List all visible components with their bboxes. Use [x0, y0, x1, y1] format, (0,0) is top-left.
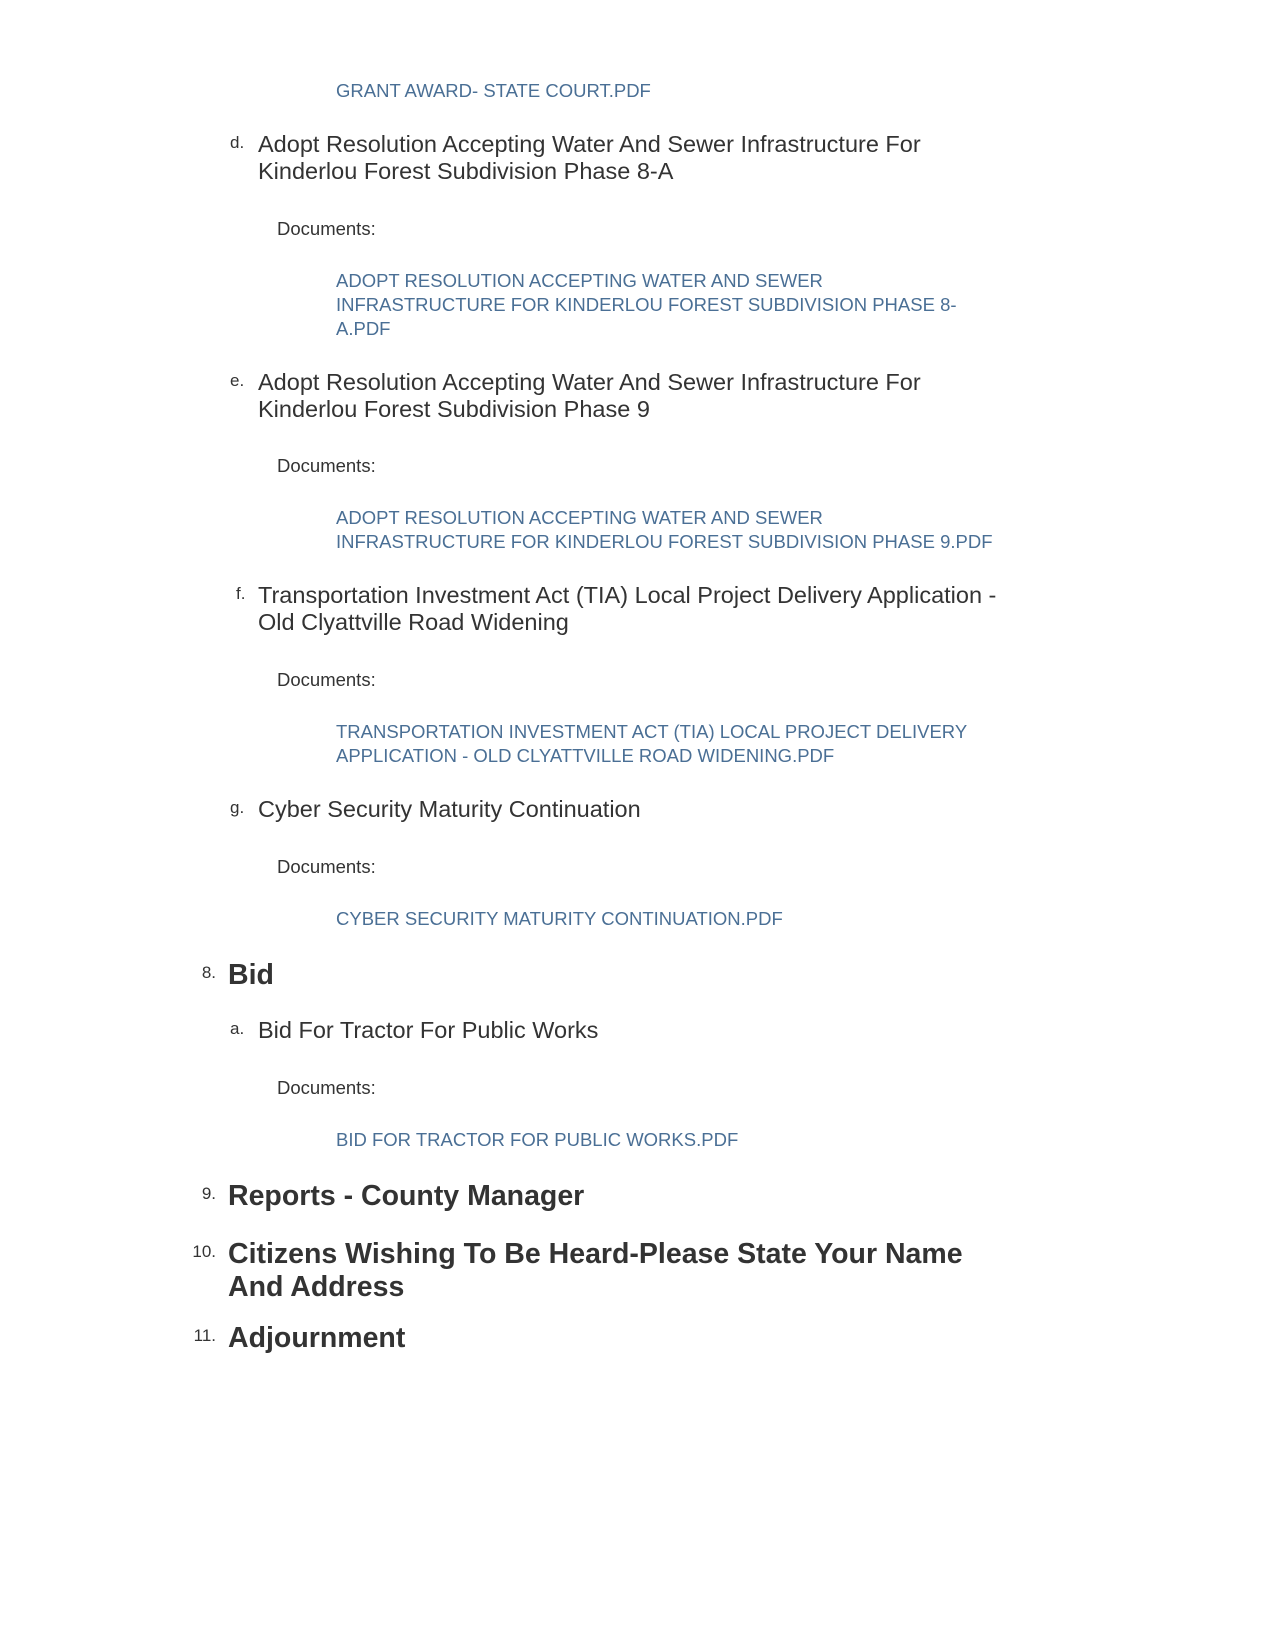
item-marker: a.: [230, 1019, 245, 1038]
section-number: 8.: [201, 963, 216, 982]
title-line: Kinderlou Forest Subdivision Phase 9: [258, 396, 650, 422]
document-link-item-f[interactable]: [336, 720, 967, 768]
document-link-item-g[interactable]: [336, 907, 783, 931]
link-line: APPLICATION - OLD CLYATTVILLE ROAD WIDENING.PDF: [336, 745, 835, 766]
title-line: Reports - County Manager: [228, 1180, 585, 1212]
link-line: INFRASTRUCTURE FOR KINDERLOU FOREST SUBDIVISION PHASE 9.PDF: [336, 531, 993, 552]
item-marker: d.: [230, 133, 245, 152]
link-line: BID FOR TRACTOR FOR PUBLIC WORKS.PDF: [336, 1129, 739, 1150]
title-line: Adopt Resolution Accepting Water And Sewer Infrastructure For: [258, 131, 921, 157]
link-line: INFRASTRUCTURE FOR KINDERLOU FOREST SUBDIVISION PHASE 8-: [336, 294, 957, 315]
title-line: Citizens Wishing To Be Heard-Please State Your Name: [228, 1238, 963, 1270]
link-line: ADOPT RESOLUTION ACCEPTING WATER AND SEWER: [336, 270, 823, 291]
item-title: [258, 131, 921, 185]
item-marker: e.: [230, 371, 245, 390]
title-line: And Address: [228, 1271, 405, 1303]
documents-label: Documents:: [277, 1077, 376, 1098]
link-line: A.PDF: [336, 318, 391, 339]
documents-label: Documents:: [277, 669, 376, 690]
title-line: Kinderlou Forest Subdivision Phase 8-A: [258, 158, 674, 184]
item-title: [258, 1017, 598, 1044]
title-line: Cyber Security Maturity Continuation: [258, 796, 641, 822]
title-line: Bid For Tractor For Public Works: [258, 1017, 599, 1043]
title-line: Adopt Resolution Accepting Water And Sewer Infrastructure For: [258, 369, 921, 395]
section-number: 10.: [192, 1242, 216, 1261]
link-line: ADOPT RESOLUTION ACCEPTING WATER AND SEWER: [336, 507, 823, 528]
item-title: [258, 582, 996, 636]
documents-label: Documents:: [277, 856, 376, 877]
title-line: Bid: [228, 959, 274, 991]
item-marker: g.: [230, 798, 245, 817]
section-title: [228, 1322, 405, 1355]
title-line: Adjournment: [228, 1322, 406, 1354]
documents-label: Documents:: [277, 455, 376, 476]
item-title: [258, 796, 641, 823]
title-line: Transportation Investment Act (TIA) Local Project Delivery Application -: [258, 582, 997, 608]
title-line: Old Clyattville Road Widening: [258, 609, 569, 635]
document-link-item-d[interactable]: [336, 269, 957, 341]
item-title: [258, 369, 921, 423]
item-marker: f.: [236, 584, 246, 603]
section-title: [228, 959, 274, 992]
link-line: GRANT AWARD- STATE COURT.PDF: [336, 80, 651, 101]
section-title: [228, 1238, 963, 1304]
document-link-item-8a[interactable]: [336, 1128, 738, 1152]
section-number: 9.: [201, 1184, 216, 1203]
link-line: CYBER SECURITY MATURITY CONTINUATION.PDF: [336, 908, 783, 929]
section-number: 11.: [193, 1326, 216, 1345]
link-line: TRANSPORTATION INVESTMENT ACT (TIA) LOCAL PROJECT DELIVERY: [336, 721, 968, 742]
document-link-item-e[interactable]: [336, 506, 993, 554]
section-title: [228, 1180, 584, 1213]
documents-label: Documents:: [277, 218, 376, 239]
document-link-grant-award[interactable]: [336, 79, 651, 103]
